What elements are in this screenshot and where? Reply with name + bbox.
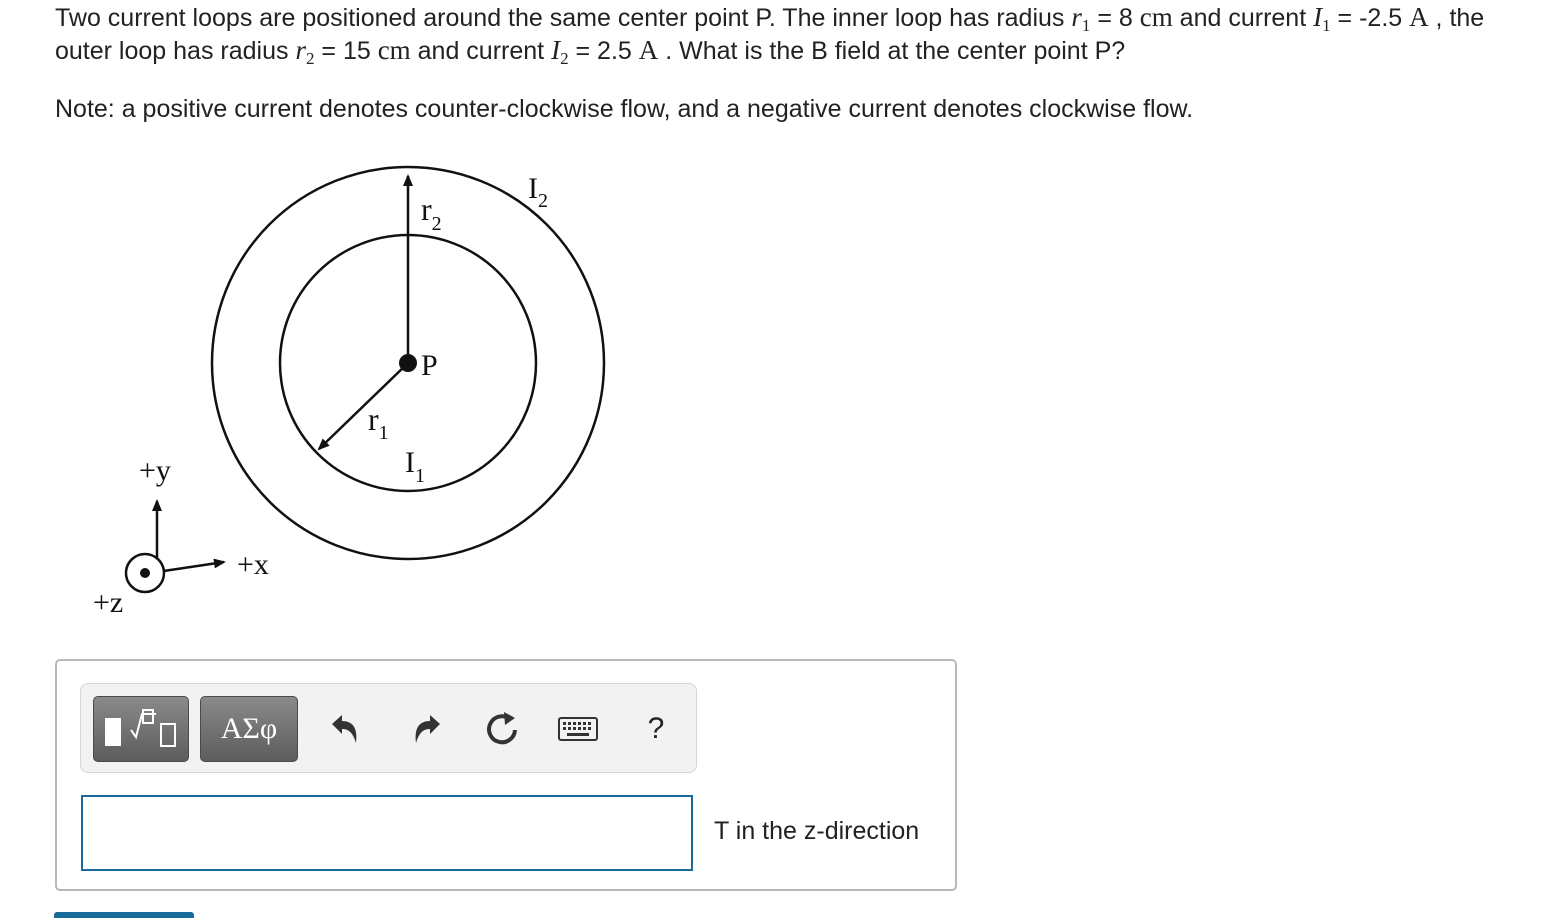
keyboard-button[interactable] (555, 706, 601, 752)
answer-input[interactable] (81, 795, 693, 871)
r1-unit: cm (1139, 2, 1173, 32)
r1-subscript: 1 (1081, 16, 1091, 35)
I2-subscript: 2 (560, 49, 569, 68)
reset-button[interactable] (479, 706, 525, 752)
I2-unit: A (638, 35, 659, 65)
question-paragraph (55, 1, 1535, 67)
I2-label: $I_2$ (528, 172, 548, 212)
I2-symbol: I (551, 35, 561, 65)
r2-subscript: 2 (305, 49, 315, 68)
r2-label: $r_2$ (421, 191, 442, 235)
undo-button[interactable] (323, 706, 369, 752)
submit-button[interactable] (54, 912, 194, 918)
P-label: P (421, 349, 438, 382)
redo-icon (408, 711, 444, 747)
question-text-part: and current (1172, 4, 1314, 32)
I1-unit: A (1409, 2, 1429, 32)
r1-math (1071, 2, 1091, 35)
axis-z-label: +z (93, 586, 124, 619)
answer-panel (55, 659, 957, 891)
greek-symbols-button[interactable]: ΑΣφ (200, 696, 298, 762)
help-button[interactable]: ? (647, 712, 665, 745)
r1-value: = 8 (1090, 4, 1140, 32)
I1-symbol: I (1313, 2, 1323, 32)
reset-icon (482, 709, 522, 749)
keyboard-icon (558, 716, 598, 742)
coordinate-axes (93, 454, 269, 619)
question-text-part: , the outer loop has radius (55, 4, 1485, 65)
question-text (55, 1, 1535, 125)
redo-button[interactable] (403, 706, 449, 752)
axis-x-label: +x (237, 548, 269, 581)
I2-math (551, 35, 569, 68)
current-loops-diagram (0, 140, 640, 620)
z-axis-dot (140, 568, 150, 578)
question-text-part: . What is the B field at the center point P? (658, 37, 1126, 65)
question-text-part: Two current loops are positioned around the same center point P. The inner loop has radius (55, 4, 1072, 32)
r2-value: = 15 (314, 37, 378, 65)
r2-unit: cm (377, 35, 411, 65)
unit-label: T in the z-direction (714, 817, 920, 845)
axis-y-label: +y (139, 454, 171, 487)
I1-math (1313, 2, 1331, 35)
question-text-part: and current (410, 37, 552, 65)
r1-symbol: r (1071, 2, 1082, 32)
r2-symbol: r (295, 35, 306, 65)
templates-icon (100, 704, 182, 754)
center-point-dot (399, 354, 417, 372)
I2-value: = 2.5 (568, 37, 639, 65)
note-text: Note: a positive current denotes counter-clockwise flow, and a negative current denotes clockwise flow. (55, 95, 1194, 123)
r1-radius-arrow (319, 363, 408, 449)
templates-button[interactable] (93, 696, 189, 762)
undo-icon (328, 711, 364, 747)
r1-label: $r_1$ (368, 401, 389, 444)
I1-value: = -2.5 (1330, 4, 1410, 32)
I1-label: $I_1$ (405, 446, 425, 487)
r2-math (295, 35, 315, 68)
x-axis-arrow (157, 562, 224, 572)
math-toolbar (80, 683, 697, 773)
I1-subscript: 1 (1322, 16, 1331, 35)
